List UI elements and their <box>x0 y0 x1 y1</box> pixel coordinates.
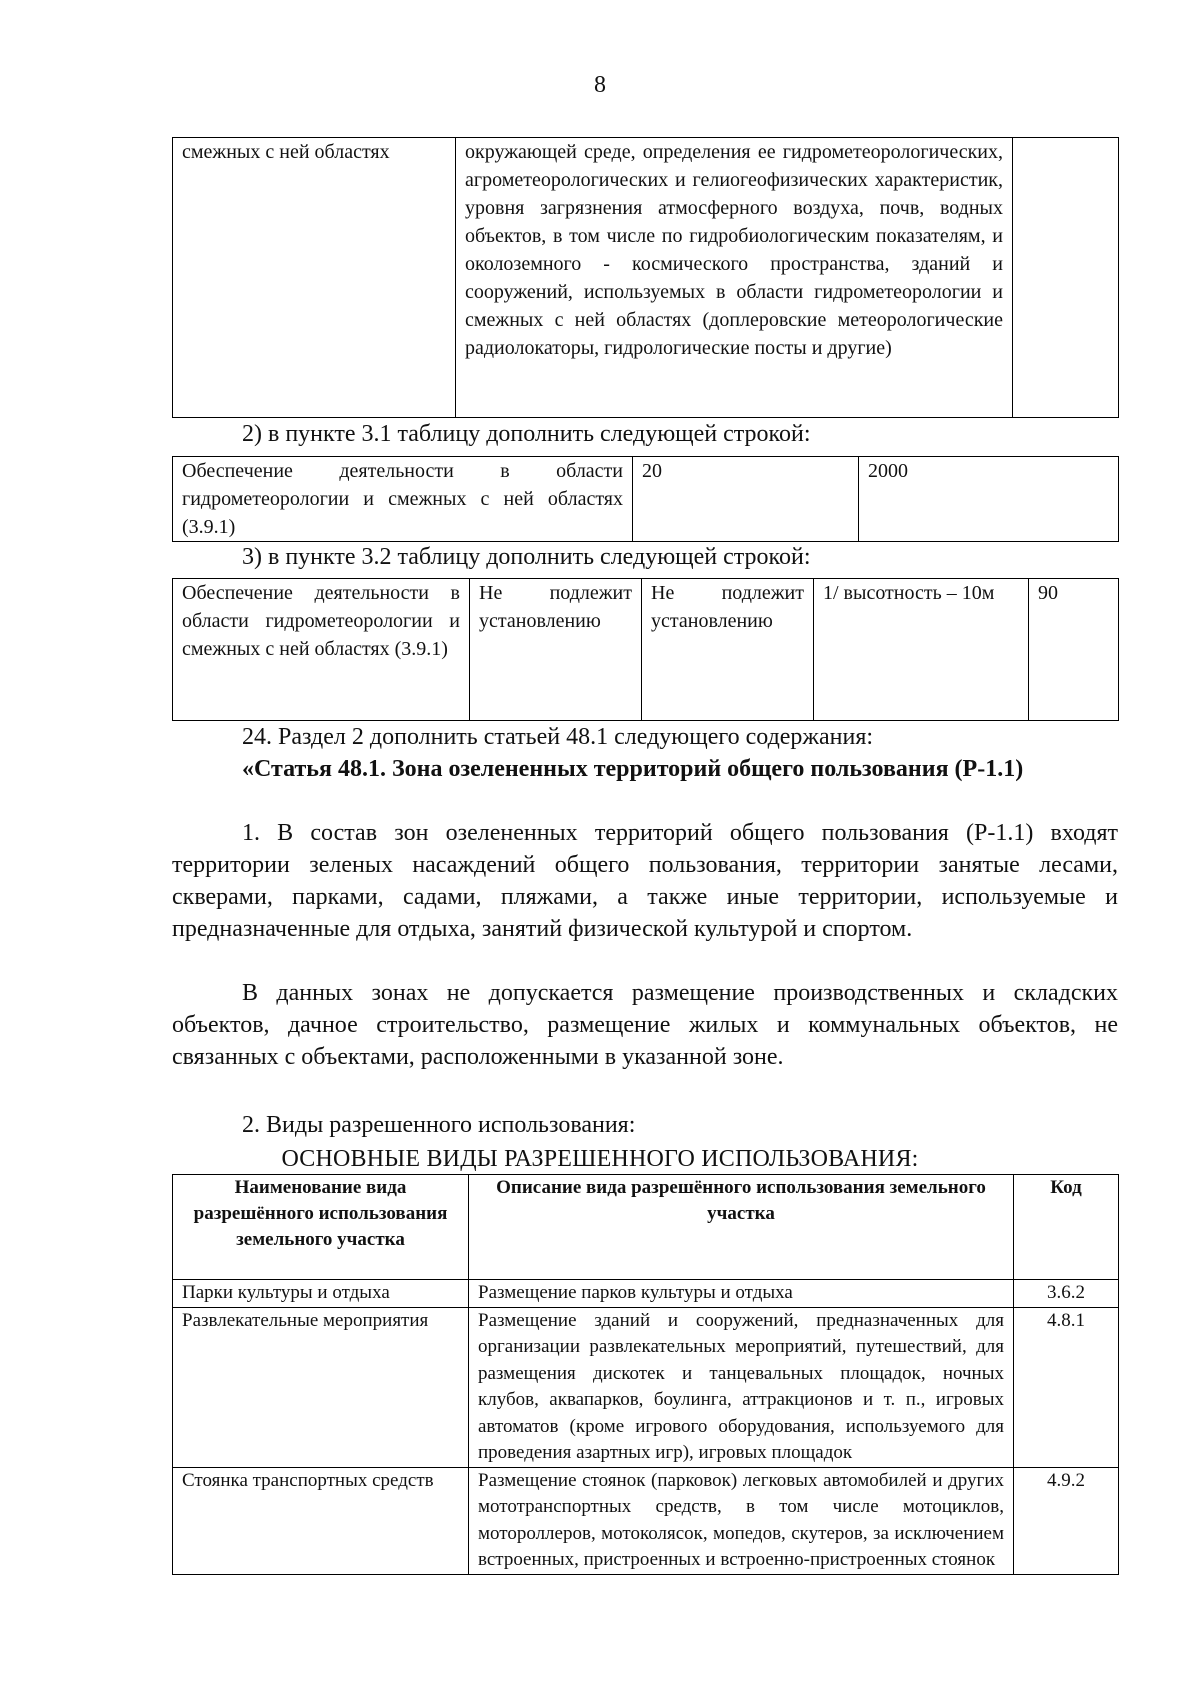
continued-table <box>172 137 1119 418</box>
table-cell-value: 2000 <box>859 457 1119 542</box>
item-24-text: 24. Раздел 2 дополнить статьей 48.1 следующего содержания: <box>242 724 874 750</box>
use-code: 3.6.2 <box>1014 1280 1119 1308</box>
table-row <box>173 579 1119 721</box>
table-3-2-row <box>172 578 1119 721</box>
use-description: Размещение зданий и сооружений, предназначенных для организации развлекательных мероприятий, путешествий, для размещения дискотек и танцевальных площадок, ночных клубов, аквапарков, боулинга, аттракционов и т. п., игровых автоматов (кроме игрового оборудования, используемого для проведения азартных игр), игровых площадок <box>469 1307 1014 1467</box>
article-paragraph-1: 1. В состав зон озелененных территорий общего пользования (Р-1.1) входят территории зеленых насаждений общего пользования, территории занятые лесами, скверами, парками, садами, пляжами, а также иные территории, используемые и предназначенные для отдыха, занятий физической культурой и спортом. <box>172 820 1118 942</box>
table-cell-value: 1/ высотность – 10м <box>814 579 1029 721</box>
column-header-code: Код <box>1014 1175 1119 1280</box>
item-2-text: 2) в пункте 3.1 таблицу дополнить следующей строкой: <box>242 421 811 447</box>
table-row <box>173 1280 1119 1308</box>
table-cell-value: Не подлежит установлению <box>470 579 642 721</box>
table-cell-empty <box>1013 138 1119 418</box>
permitted-uses-heading: ОСНОВНЫЕ ВИДЫ РАЗРЕШЕННОГО ИСПОЛЬЗОВАНИЯ: <box>281 1146 919 1172</box>
table-row <box>173 138 1119 418</box>
use-name: Парки культуры и отдыха <box>173 1280 469 1308</box>
table-cell-name: Обеспечение деятельности в области гидрометеорологии и смежных с ней областях (3.9.1) <box>173 457 633 542</box>
table-cell-value: 90 <box>1029 579 1119 721</box>
article-paragraph-3: 2. Виды разрешенного использования: <box>242 1112 636 1138</box>
table-row <box>173 1307 1119 1467</box>
use-name: Развлекательные мероприятия <box>173 1307 469 1467</box>
table-cell-name: смежных с ней областях <box>173 138 456 418</box>
article-paragraph-2: В данных зонах не допускается размещение производственных и складских объектов, дачное строительство, размещение жилых и коммунальных объектов, не связанных с объектами, расположенными в указанной зоне. <box>172 980 1118 1070</box>
use-description: Размещение парков культуры и отдыха <box>469 1280 1014 1308</box>
column-header-name: Наименование вида разрешённого использования земельного участка <box>173 1175 469 1280</box>
use-code: 4.9.2 <box>1014 1467 1119 1574</box>
table-row <box>173 457 1119 542</box>
use-code: 4.8.1 <box>1014 1307 1119 1467</box>
use-name: Стоянка транспортных средств <box>173 1467 469 1574</box>
article-title: «Статья 48.1. Зона озелененных территорий общего пользования (Р-1.1) <box>242 756 1024 782</box>
use-description: Размещение стоянок (парковок) легковых автомобилей и других мототранспортных средств, в том числе мотоциклов, мотороллеров, мотоколясок, мопедов, скутеров, за исключением встроенных, пристроенных и встроенно-пристроенных стоянок <box>469 1467 1014 1574</box>
table-cell-name: Обеспечение деятельности в области гидрометеорологии и смежных с ней областях (3.9.1) <box>173 579 470 721</box>
table-cell-value: 20 <box>633 457 859 542</box>
table-cell-value: Не подлежит установлению <box>642 579 814 721</box>
table-3-1-row <box>172 456 1119 542</box>
table-cell-description: окружающей среде, определения ее гидрометеорологических, агрометеорологических и гелиогеофизических характеристик, уровня загрязнения атмосферного воздуха, почв, водных объектов, в том числе по гидробиологическим показателям, и околоземного - космического пространства, зданий и сооружений, используемых в области гидрометеорологии и смежных с ней областях (доплеровские метеорологические радиолокаторы, гидрологические посты и другие) <box>456 138 1013 418</box>
table-header-row <box>173 1175 1119 1280</box>
column-header-description: Описание вида разрешённого использования земельного участка <box>469 1175 1014 1280</box>
item-3-text: 3) в пункте 3.2 таблицу дополнить следующей строкой: <box>242 544 811 570</box>
page-number: 8 <box>594 72 606 98</box>
permitted-uses-table <box>172 1174 1119 1575</box>
table-row <box>173 1467 1119 1574</box>
